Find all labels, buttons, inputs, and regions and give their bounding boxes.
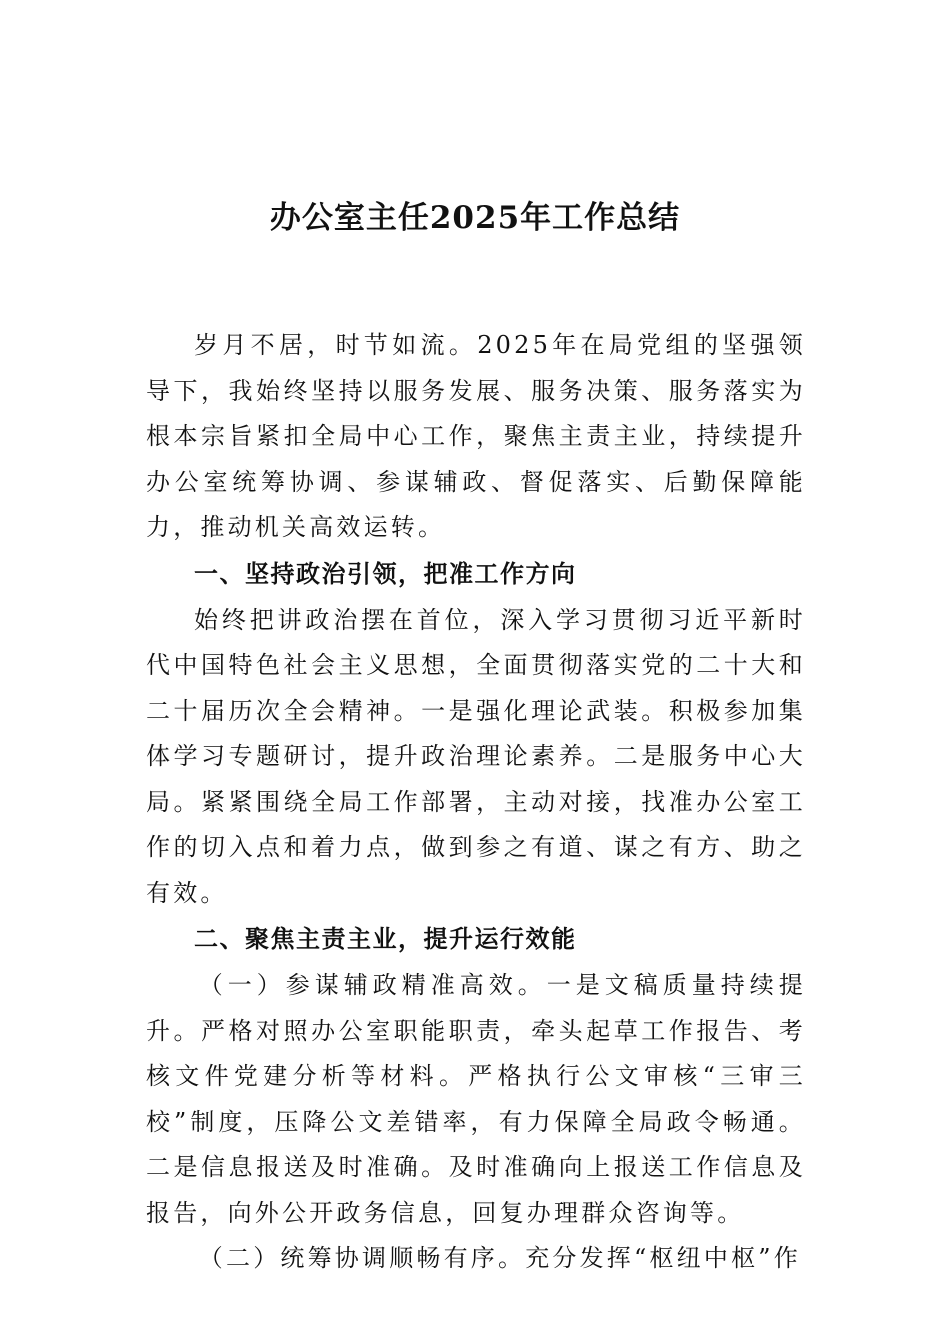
section2-heading: 二、聚焦主责主业，提升运行效能 xyxy=(194,925,577,953)
section2-subsection1-paragraph: （一）参谋辅政精准高效。一是文稿质量持续提升。严格对照办公室职能职责，牵头起草工作报告、考核文件党建分析等材料。严格执行公文审核“三审三校”制度，压降公文差错率，有力保障全局政令畅通。二是信息报送及时准确。及时准确向上报送工作信息及报告，向外公开政务信息，回复办理群众咨询等。 xyxy=(146,971,806,1227)
section2-subsection2-paragraph: （二）统筹协调顺畅有序。充分发挥“枢纽中枢”作 xyxy=(198,1244,801,1272)
section1-heading: 一、坚持政治引领，把准工作方向 xyxy=(194,559,577,588)
intro-paragraph: 岁月不居，时节如流。2025年在局党组的坚强领导下，我始终坚持以服务发展、服务决策、服务落实为根本宗旨紧扣全局中心工作，聚焦主责主业，持续提升办公室统筹协调、参谋辅政、督促落实、后勤保障能力，推动机关高效运转。 xyxy=(146,331,806,541)
document-title: 办公室主任2025年工作总结 xyxy=(269,200,681,236)
document-body xyxy=(146,323,806,1282)
section1-paragraph: 始终把讲政治摆在首位，深入学习贯彻习近平新时代中国特色社会主义思想，全面贯彻落实党的二十大和二十届历次全会精神。一是强化理论武装。积极参加集体学习专题研讨，提升政治理论素养。二是服务中心大局。紧紧围绕全局工作部署，主动对接，找准办公室工作的切入点和着力点，做到参之有道、谋之有方、助之有效。 xyxy=(146,605,806,907)
